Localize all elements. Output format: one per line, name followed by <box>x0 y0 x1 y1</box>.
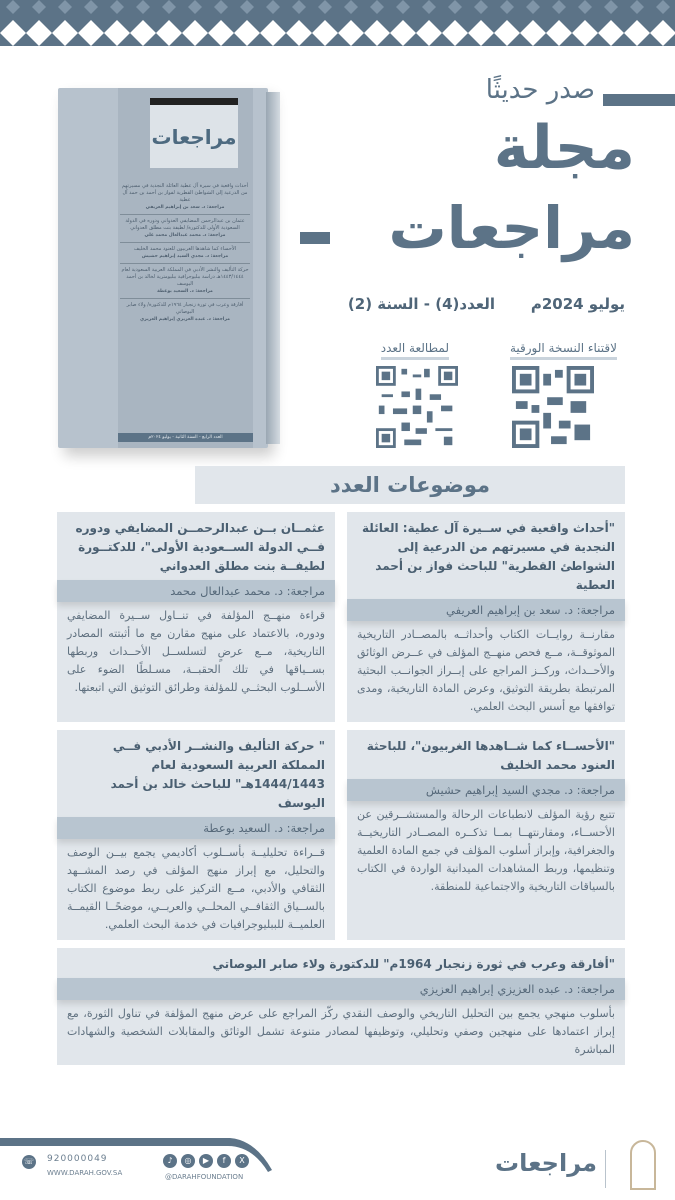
facebook-icon[interactable]: f <box>217 1154 231 1168</box>
article-reviewer: مراجعة: د. عبده العزيزي إبراهيم العزيزي <box>57 978 625 1000</box>
read-qr-code[interactable] <box>376 366 458 448</box>
article-title: "أحداث واقعية في ســيرة آل عطية: العائلة النجدية في مسيرتهم من الدرعية إلى الشواطئ القطرية" للباحث فواز بن أحمد العطية <box>362 521 615 592</box>
article-summary: مقارنــة روايــات الكتاب وأحداثــه بالمصــادر التاريخية الموثوقــة، مــع فحص منهــج المؤلف في عــرض الوثائق والأحــداث، وركــز المراجع على إبــراز الجوانــب البحثية المرتبطة بطريقة التوثيق، وعرض المادة التاريخية، ومدى توافقها مع أسس البحث العلمي. <box>357 628 615 713</box>
article-reviewer: مراجعة: د. سعد بن إبراهيم العريفي <box>347 599 625 621</box>
cover-footer: العدد الرابع - السنة الثانية - يوليو ٢٠٢٤م <box>118 433 253 442</box>
articles-grid <box>57 512 625 1065</box>
article-summary: قراءة منهــج المؤلفة في تنــاول ســيرة المضايفي ودوره، بالاعتماد على منهج مقارن مع ما أثبتته المصادر التاريخية، مــع عرضٍ لتسلســل الأحــداث وربطها بســياقها في تلك الحقبــة، مسـلطًا الضوء على الأســلوب البحثــي للمؤلفة وطرائق التوثيق التي اتبعتها. <box>67 609 325 694</box>
darah-foundation-logo <box>630 1140 656 1190</box>
article-card <box>57 730 335 940</box>
article-card <box>347 512 625 722</box>
magazine-cover-image <box>58 88 268 448</box>
magazine-word: مجلة <box>493 113 635 183</box>
print-copy-label: لاقتناء النسخة الورقية <box>510 340 617 360</box>
cover-logo: مراجعات <box>150 98 238 168</box>
social-links <box>163 1154 249 1168</box>
article-card <box>57 948 625 1065</box>
phone-number: 920000049 <box>47 1154 108 1164</box>
cover-contents: أحداث واقعية في سيرة آل عطية العائلة النجدية في مسيرتهم من الدرعية إلى الشواطئ القطرية لفواز بن أحمد بن حمد آل عطية مراجعة: د. سعد بن إبراهيم العريفي عثمان بن عبدالرحمن المضايفي العدواني ودوره في الدولة السعودية الأولى للدكتورة/ لطيفة بنت مطلق العدواني مراجعة: د. محمد عبدالعال محمد علي الأحساء كما شاهدها الغربيون للعنود محمد الخليف مراجعة: د. مجدي السيد إبراهيم حشيش حركة التأليف والنشر الأدبي في المملكة العربية السعودية لعام ١٤٤٣/١٤٤٤هـ دراسة ببليوجرافية ببليومترية لخالد بن أحمد اليوسف مراجعة: د. السعيد بوعطة أفارقة وعرب في ثورة زنجبار ١٩٦٤م للدكتورة/ ولاء صابر البوصاتي مراجعة: د. عبده العزيزي إبراهيم العزيزي <box>120 180 250 326</box>
phone-icon: ☏ <box>22 1155 36 1169</box>
website-link[interactable]: WWW.DARAH.GOV.SA <box>47 1169 123 1177</box>
decorative-top-band <box>0 0 675 46</box>
article-title: "الأحســاء كما شــاهدها الغربيون"، للباحثة العنود محمد الخليف <box>366 739 615 772</box>
article-reviewer: مراجعة: د. محمد عبدالعال محمد <box>57 580 335 602</box>
youtube-icon[interactable]: ▶ <box>199 1154 213 1168</box>
instagram-icon[interactable]: ◎ <box>181 1154 195 1168</box>
x-icon[interactable]: X <box>235 1154 249 1168</box>
magazine-title: مراجعات <box>388 194 635 262</box>
issue-number: العدد(4) - السنة (2) <box>347 295 495 313</box>
muraja-at-logo: مراجعات <box>495 1149 597 1177</box>
article-summary: تتبع رؤية المؤلف لانطباعات الرحالة والمستشــرقين عن الأحســاء، ومقارنتهــا بمــا تذكــره المصــادر التاريخيــة والجغرافية، وإبراز أسلوب المؤلف في جمع المادة العلمية وتنظيمها، وربط المشاهدات الميدانية الواردة في الكتاب بالسياقات التاريخية والاجتماعية للمنطقة. <box>357 808 615 893</box>
article-title: "أفارقة وعرب في ثورة زنجبار 1964م" للدكتورة ولاء صابر البوصاتي <box>212 957 615 971</box>
decorative-bar <box>300 232 330 244</box>
article-reviewer: مراجعة: د. مجدي السيد إبراهيم حشيش <box>347 779 625 801</box>
article-card <box>347 730 625 940</box>
article-reviewer: مراجعة: د. السعيد بوعطة <box>57 817 335 839</box>
decorative-bar <box>603 94 675 106</box>
article-summary: قــراءة تحليليــة بأســلوب أكاديمي يجمع بيــن الوصف والتحليل، مع إبراز منهج المؤلف في رصد المشــهد الثقافي والأدبي، مــع التركيز على ربط موضوع الكتاب بالســياق الثقافــي المحلــي والعربــي، موضحًــا القيمــة العلميــة للببليوجرافيات في خدمة البحث العلمي. <box>67 846 325 931</box>
read-issue-label: لمطالعة العدد <box>381 340 449 360</box>
article-title: " حركة التأليف والنشــر الأدبي فــي المملكة العربية السعودية لعام 1444/1443هـ" للباحث خالد بن أحمد اليوسف <box>110 739 325 810</box>
divider <box>605 1150 606 1188</box>
print-qr-code[interactable] <box>512 366 594 448</box>
issue-date: يوليو 2024م <box>530 295 625 313</box>
article-card <box>57 512 335 722</box>
tiktok-icon[interactable]: ♪ <box>163 1154 177 1168</box>
topics-heading: موضوعات العدد <box>195 466 625 504</box>
announcement-label: صدر حديثًا <box>485 75 595 105</box>
social-handle[interactable]: @DARAHFOUNDATION <box>165 1173 244 1181</box>
article-summary: بأسلوب منهجي يجمع بين التحليل التاريخي والوصف النقدي ركّز المراجع على عرض منهج المؤلفة في تناول الثورة، مع إبراز اعتمادها على منهجين وصفي وتحليلي، وتوظيفها لمصادر متنوعة تشمل الوثائق والمقابلات الشخصية والشهادات المباشرة <box>67 1007 615 1056</box>
article-title: عثمــان بــن عبدالرحمــن المضايفي ودوره فــي الدولة الســعودية الأولى"، للدكتــورة لطيفــة بنت مطلق العدواني <box>75 521 325 573</box>
